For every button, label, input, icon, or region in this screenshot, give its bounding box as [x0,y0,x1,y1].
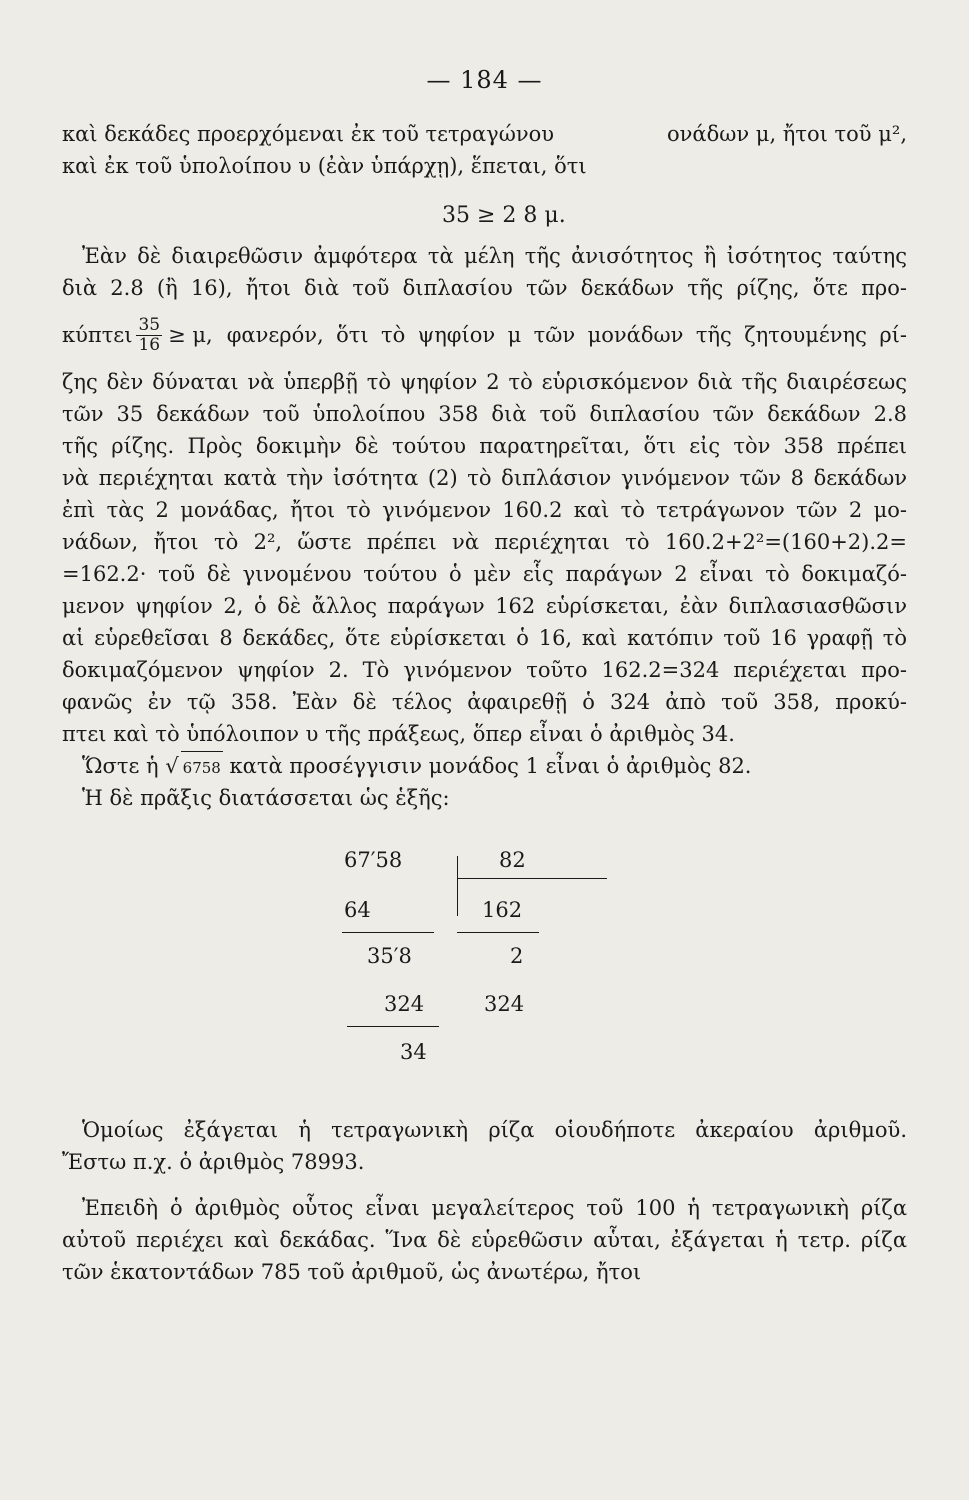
work-number: 34 [400,1040,427,1064]
paragraph-line: φανῶς ἐν τῷ 358. Ἐὰν δὲ τέλος ἀφαιρεθῇ ὁ 324 ἀπὸ τοῦ 358, προκύ- [62,690,907,714]
fraction [136,316,162,355]
bottom-line: Ὁμοίως ἐξάγεται ἡ τετραγωνικὴ ρίζα οἱουδήποτε ἀκεραίου ἀριθμοῦ. [82,1118,907,1142]
book-page [62,66,907,1466]
bottom-line: αὐτοῦ περιέχει καὶ δεκάδας. Ἵνα δὲ εὑρεθῶσιν αὗται, ἐξάγεται ἡ τετρ. ρίζα [62,1228,907,1252]
bottom-line: τῶν ἑκατοντάδων 785 τοῦ ἀριθμοῦ, ὡς ἀνωτέρω, ἤτοι [62,1260,642,1284]
root-digits: 82 [499,848,526,872]
work-number: 324 [384,992,425,1016]
paragraph-line: τῶν 35 δεκάδων τοῦ ὑπολοίπου 358 διὰ τοῦ διπλασίου τῶν δεκάδων 2.8 [62,402,907,426]
fraction-relation: ≥ μ, [168,323,213,347]
fraction-line [62,304,907,366]
paragraph-line: δοκιμαζόμενον ψηφίον 2. Τὸ γινόμενον τοῦτο 162.2=324 περιέχεται προ- [62,658,907,682]
conclusion-start: Ὥστε ἡ [82,754,159,778]
paragraph-line: αἱ εὑρεθεῖσαι 8 δεκάδες, ὅτε εὑρίσκεται ὁ 16, καὶ κατόπιν τοῦ 16 γραφῇ τὸ [62,626,907,650]
text-line-2: καὶ ἐκ τοῦ ὑπολοίπου υ (ἐὰν ὑπάρχῃ), ἕπεται, ὅτι [62,154,587,178]
inequality-formula: 35 ≥ 2 8 μ. [442,203,566,228]
work-rule [347,1026,439,1027]
bottom-line: Ἐπειδὴ ὁ ἀριθμὸς οὗτος εἶναι μεγαλείτερος τοῦ 100 ἡ τετραγωνικὴ ρίζα [82,1196,907,1220]
trial-divisor: 162 [482,898,523,922]
spacer [62,1178,907,1192]
work-divider [457,856,458,916]
paragraph-line: =162.2· τοῦ δὲ γινομένου τούτου ὁ μὲν εἷς παράγων 2 εἶναι τὸ δοκιμαζό- [62,562,907,586]
trial-product: 324 [484,992,525,1016]
paragraph-line: πτει καὶ τὸ ὑπόλοιπον υ τῆς πράξεως, ὅπερ εἶναι ὁ ἀριθμὸς 34. [62,722,735,746]
conclusion-rest: κατὰ προσέγγισιν μονάδος 1 εἶναι ὁ ἀριθμὸς 82. [229,754,752,778]
work-rule [457,878,607,879]
text-line-1-right: ονάδων μ, ἤτοι τοῦ μ², [667,122,907,146]
work-rule [342,932,434,933]
paragraph-line: τῆς ρίζης. Πρὸς δοκιμὴν δὲ τούτου παρατηρεῖται, ὅτι εἰς τὸν 358 πρέπει [62,434,907,458]
bottom-line: Ἔστω π.χ. ὁ ἀριθμὸς 78993. [62,1150,365,1174]
text-line-1 [62,118,907,150]
bottom-paragraph [62,1114,907,1288]
layout-intro: Ἡ δὲ πρᾶξις διατάσσεται ὡς ἑξῆς: [82,786,450,810]
fraction-line-start: κύπτει [62,323,133,347]
fraction-denominator: 16 [138,334,161,355]
text-line-1-left: καὶ δεκάδες προερχόμεναι ἐκ τοῦ τετραγώνου [62,122,555,146]
paragraph-line: ἐπὶ τὰς 2 μονάδας, ἤτοι τὸ γινόμενον 160.2 καὶ τὸ τετράγωνον τῶν 2 μο- [62,498,907,522]
text-line-4: διὰ 2.8 (ἢ 16), ἤτοι διὰ τοῦ διπλασίου τῶν δεκάδων τῆς ρίζης, ὅτε προ- [62,276,907,300]
work-rule [457,932,539,933]
work-number: 35′8 [367,944,412,968]
trial-digit: 2 [510,944,524,968]
paragraph-line: νάδων, ἤτοι τὸ 2², ὥστε πρέπει νὰ περιέχηται τὸ 160.2+2²=(160+2).2= [62,530,907,554]
radical-sign: √ [165,754,179,778]
work-number: 64 [344,898,371,922]
page-number: — 184 — [426,66,543,94]
paragraph-line: μενον ψηφίον 2, ὁ δὲ ἄλλος παράγων 162 εὑρίσκεται, ἐὰν διπλασιασθῶσιν [62,594,907,618]
radicand: 6758 [181,751,223,782]
fraction-numerator: 35 [138,314,161,335]
work-number: 67′58 [344,848,403,872]
main-paragraph [62,366,907,750]
text-line-3: Ἐὰν δὲ διαιρεθῶσιν ἀμφότερα τὰ μέλη τῆς ἀνισότητος ἢ ἰσότητος ταύτης [82,244,907,268]
paragraph-line: νὰ περιέχηται κατὰ τὴν ἰσότητα (2) τὸ διπλάσιον γινόμενον τῶν 8 δεκάδων [62,466,907,490]
paragraph-line: ζης δὲν δύναται νὰ ὑπερβῇ τὸ ψηφίον 2 τὸ εὑρισκόμενον διὰ τῆς διαιρέσεως [62,370,907,394]
fraction-line-rest: φανερόν, ὅτι τὸ ψηφίον μ τῶν μονάδων τῆς ζητουμένης ρί- [226,323,907,347]
conclusion-line [62,750,907,782]
square-root-computation [62,826,907,1096]
